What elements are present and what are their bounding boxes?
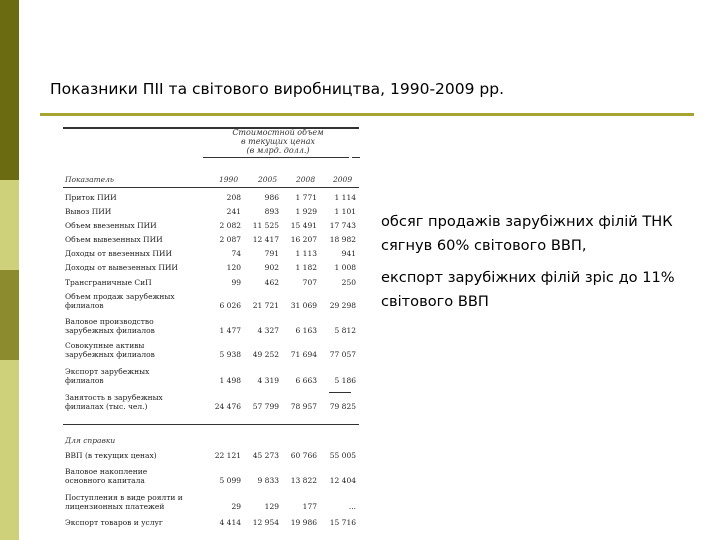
table-cell: 5 938 (219, 350, 241, 359)
row-label-line: Экспорт товаров и услуг (65, 518, 163, 527)
table-cell: 208 (226, 193, 241, 202)
column-header-year: 2009 (333, 175, 353, 184)
side-accent-bar (0, 0, 19, 540)
row-label (65, 467, 205, 485)
table-cell: 4 327 (257, 326, 279, 335)
row-label-line: Доходы от ввезенных ПИИ (65, 249, 172, 258)
row-label (65, 493, 205, 511)
table-cell: 2 087 (219, 235, 241, 244)
row-label (65, 317, 205, 335)
row-label (65, 451, 205, 460)
table-cell: 120 (226, 263, 241, 272)
table-cell: 17 743 (329, 221, 356, 230)
row-label (65, 292, 205, 310)
table-cell: 9 833 (257, 476, 279, 485)
title-underline (40, 113, 694, 116)
column-header-year: 2005 (258, 175, 278, 184)
row-label-line: Валовое производство (65, 317, 154, 326)
row-label (65, 341, 205, 359)
row-label (65, 263, 205, 272)
table-cell: 74 (231, 249, 241, 258)
group-header-line-2: в текущих ценах (240, 137, 316, 146)
row-label (65, 235, 205, 244)
table-cell: 15 716 (329, 518, 356, 527)
row-label-line: ВВП (в текущих ценах) (65, 451, 157, 460)
row-label-line: Объем вывезенных ПИИ (65, 235, 163, 244)
row-label-line: основного капитала (65, 476, 145, 485)
table-cell: 31 069 (290, 301, 317, 310)
table-cell: 55 005 (329, 451, 356, 460)
table-cell: 19 986 (290, 518, 317, 527)
row-label (65, 207, 205, 216)
row-label (65, 249, 205, 258)
row-label-line: зарубежных филиалов (65, 326, 155, 335)
table-cell: 29 (231, 502, 241, 511)
row-label-line: филиалов (65, 376, 104, 385)
table-cell: 29 298 (329, 301, 356, 310)
table-cell: 2 082 (219, 221, 241, 230)
table-cell: 5 186 (334, 376, 356, 385)
table-cell: 6 663 (295, 376, 317, 385)
table-cell: 1 101 (334, 207, 356, 216)
row-label-line: Вывоз ПИИ (65, 207, 112, 216)
table-cell: 15 491 (290, 221, 317, 230)
column-header-year: 1990 (219, 175, 239, 184)
table-cell: 1 114 (334, 193, 356, 202)
table-cell: 4 414 (219, 518, 241, 527)
table-cell: 893 (264, 207, 279, 216)
column-header-indicator: Показатель (65, 175, 114, 184)
table-cell: 45 273 (252, 451, 279, 460)
side-bar-segment (0, 180, 19, 270)
table-cell: 71 694 (290, 350, 317, 359)
table-cell: 462 (264, 278, 279, 287)
note-export-share: експорт зарубіжних філій зріс до 11% світового ВВП (381, 269, 675, 310)
table-cell: 24 476 (214, 402, 241, 411)
table-cell: 60 766 (290, 451, 317, 460)
column-header-year: 2008 (296, 175, 316, 184)
table-cell: 99 (231, 278, 241, 287)
table-cell: 16 207 (290, 235, 317, 244)
table-cell: 6 026 (219, 301, 241, 310)
table-cell: 1 477 (219, 326, 241, 335)
table-cell: 5 099 (219, 476, 241, 485)
row-label (65, 278, 205, 287)
row-label-line: Доходы от вывезенных ПИИ (65, 263, 178, 272)
statistics-table (63, 123, 363, 535)
table-cell: 791 (264, 249, 279, 258)
table-cell: 21 721 (252, 301, 279, 310)
table-cell: 177 (302, 502, 317, 511)
section-label-reference: Для справки (65, 436, 116, 445)
note-sales-share: обсяг продажів зарубіжних філій ТНК сягнув 60% світового ВВП, (381, 213, 673, 254)
table-cell: 707 (302, 278, 317, 287)
row-label-line: Приток ПИИ (65, 193, 117, 202)
table-cell: 1 929 (295, 207, 317, 216)
table-cell: 12 417 (252, 235, 279, 244)
row-label (65, 393, 205, 411)
row-label-line: Объем продаж зарубежных (65, 292, 175, 301)
table-cell: 902 (264, 263, 279, 272)
row-label-line: Экспорт зарубежных (65, 367, 150, 376)
table-cell: 57 799 (252, 402, 279, 411)
table-cell: 13 822 (290, 476, 317, 485)
table-cell: 1 498 (219, 376, 241, 385)
row-label-line: Трансграничные СиП (65, 278, 152, 287)
table-cell: ... (348, 502, 356, 511)
section-rule (63, 424, 359, 425)
row-label (65, 518, 205, 527)
side-bar-segment (0, 270, 19, 360)
table-cell: 1 008 (334, 263, 356, 272)
table-cell: 22 121 (214, 451, 241, 460)
table-cell: 79 825 (329, 402, 356, 411)
notes-block (381, 210, 691, 322)
row-label-line: Валовое накопление (65, 467, 148, 476)
group-header-line-3: (в млрд. долл.) (246, 146, 310, 155)
group-header-line-1: Стоимостной объем (232, 128, 324, 137)
table-cell: 5 812 (334, 326, 356, 335)
table-cell: 49 252 (252, 350, 279, 359)
group-header-rule-tail (352, 157, 360, 158)
row-label (65, 193, 205, 202)
row-label-line: Совокупные активы (65, 341, 145, 350)
table-cell: 77 057 (329, 350, 356, 359)
table-cell: 11 525 (252, 221, 279, 230)
table-cell: 18 982 (329, 235, 356, 244)
table-cell: 250 (341, 278, 356, 287)
row-label (65, 221, 205, 230)
header-bottom-rule (63, 187, 359, 188)
table-cell: 1 771 (295, 193, 317, 202)
side-bar-segment (0, 0, 19, 180)
row-label-line: Занятость в зарубежных (65, 393, 163, 402)
row-label-line: зарубежных филиалов (65, 350, 155, 359)
row-label (65, 367, 205, 385)
value-underline-mark (329, 392, 351, 393)
side-bar-segment (0, 360, 19, 540)
table-cell: 986 (264, 193, 279, 202)
row-label-line: лицензионных платежей (65, 502, 165, 511)
table-cell: 12 404 (329, 476, 356, 485)
table-cell: 1 182 (295, 263, 317, 272)
table-cell: 941 (341, 249, 356, 258)
table-cell: 4 319 (257, 376, 279, 385)
row-label-line: филиалах (тыс. чел.) (65, 402, 148, 411)
table-group-header (203, 128, 353, 155)
row-label-line: Поступления в виде роялти и (65, 493, 183, 502)
slide-title: Показники ПІІ та світового виробництва, 1990-2009 рр. (50, 80, 505, 98)
table-cell: 78 957 (290, 402, 317, 411)
row-label-line: филиалов (65, 301, 104, 310)
table-cell: 12 954 (252, 518, 279, 527)
table-cell: 241 (226, 207, 241, 216)
table-cell: 1 113 (295, 249, 317, 258)
row-label-line: Объем ввезенных ПИИ (65, 221, 157, 230)
table-cell: 129 (264, 502, 279, 511)
group-header-rule (203, 157, 349, 158)
table-cell: 6 163 (295, 326, 317, 335)
